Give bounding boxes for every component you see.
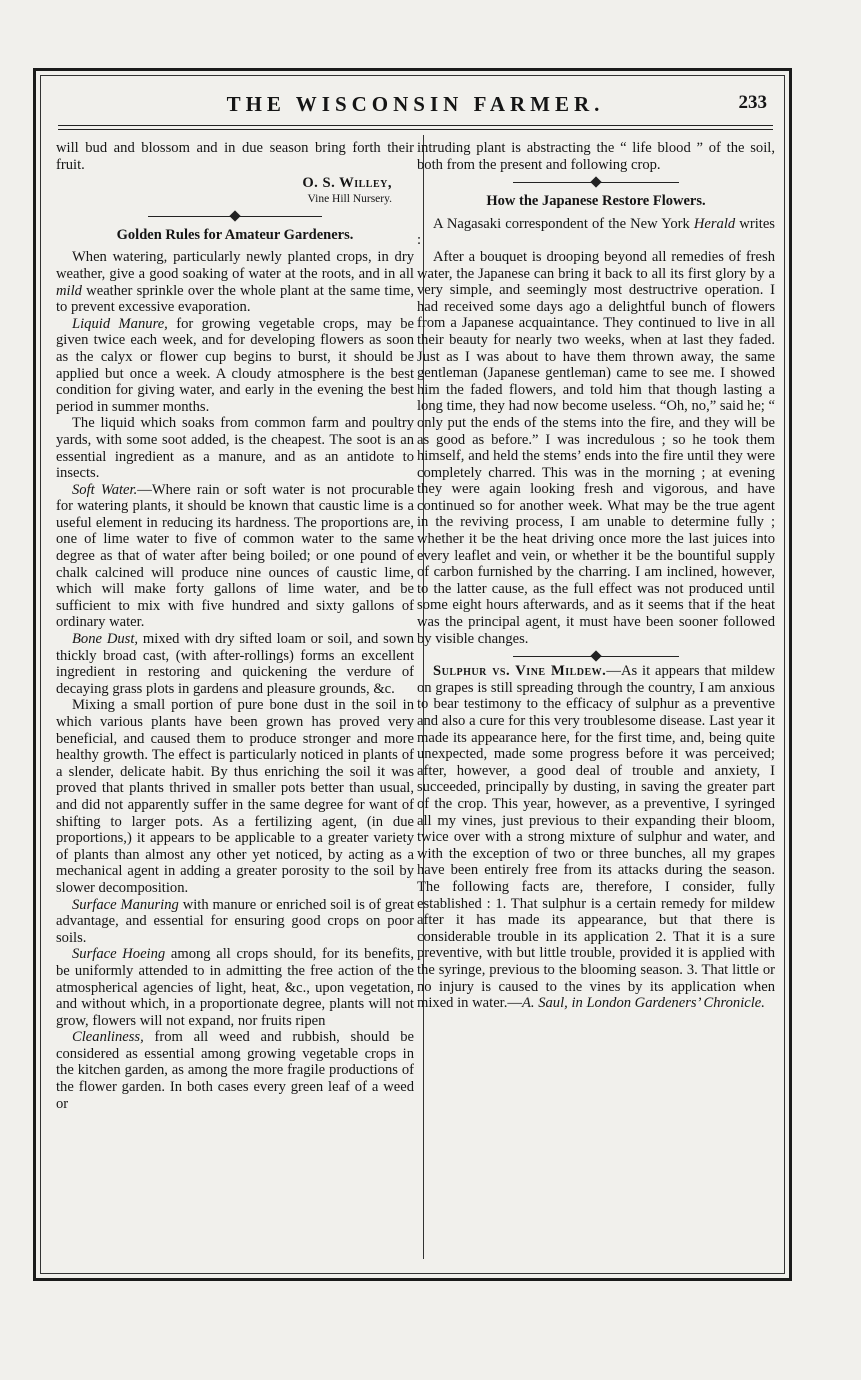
section-ornament bbox=[417, 652, 775, 661]
section-title: How the Japanese Restore Flowers. bbox=[486, 193, 706, 210]
running-title: THE WISCONSIN FARMER. bbox=[226, 92, 605, 116]
paragraph: Soft Water.—Where rain or soft water is not procurable for watering plants, it should be known that caustic lime is a useful element in reducing its hardness. The proportions are, one of lime water to five of common water to the same degree as that of water after being boiled; or one pound of chalk calcined will produce nine ounces of caustic lime, which will make forty gallons of lime water, and be sufficient to mix with five hundred and sixty gallons of ordinary water. bbox=[56, 481, 414, 631]
paragraph: The liquid which soaks from common farm and poultry yards, with some soot added, is the cheapest. The soot is an essential ingredient as a manure, and as an antidote to insects. bbox=[56, 415, 414, 482]
paragraph: Bone Dust, mixed with dry sifted loam or soil, and sown thickly broad cast, (with after-rollings) forms an excellent ingredient in restoring and quickening the verdure of decaying grass plots in gardens and pleasure grounds, &c. bbox=[56, 631, 414, 697]
paragraph: A Nagasaki correspondent of the New York Herald writes : bbox=[417, 215, 775, 249]
citation: A. Saul, in London Gardeners’ Chronicle. bbox=[521, 995, 765, 1012]
paragraph: Liquid Manure, for growing vegetable crops, may be given twice each week, and for developing flowers as soon as the calyx or flower cup begins to burst, it should be applied but once a week. A cloudy atmosphere is the best condition for giving water, and early in the evening the best period in summer months. bbox=[56, 315, 414, 415]
paragraph: Sulphur vs. Vine Mildew.—As it appears that mildew on grapes is still spreading through the country, I am anxious to bear testimony to the efficacy of sulphur as a preventive and also a cure for this very troublesome disease. Last year it made its appearance here, for the first time, and, being quite unexpected, made some progress before it was perceived; after, however, a good deal of trouble and anxiety, I succeeded, principally by dusting, in saving the greater part of the crop. This year, however, as a preventive, I syringed all my vines, just previous to their expanding their bloom, twice over with a strong mixture of sulphur and water, and with the exception of two or three bunches, all my grapes have been entirely free from its attacks during the season. The following facts are, therefore, I consider, fully established : 1. That sulphur is a certain remedy for mildew after it has made its appearance, but that there is considerable trouble in its application 2. That it is a sure preventive, with but little trouble, provided it is applied with the syringe, previous to the blooming season. 3. That little or no injury is caused to the vines by its application when mixed in water.—A. Saul, in London Gardeners’ Chronicle. bbox=[417, 663, 775, 1012]
signature-name: O. S. Willey, bbox=[302, 175, 392, 192]
section-ornament bbox=[417, 178, 775, 187]
paragraph: will bud and blossom and in due season bring forth their fruit. bbox=[56, 140, 414, 173]
paragraph: After a bouquet is drooping beyond all remedies of fresh water, the Japanese can bring it back to all its first glory by a very simple, and seemingly most destructrive operation. I had received some days ago a delightful bunch of flowers from a Japanese acquaintance. They continued to live in all their beauty for nearly two weeks, when at last they faded. Just as I was about to have them thrown away, the same gentleman (Japanese gentleman) came to see me. I showed him the faded flowers, and told him that though lasting a long time, they had now become useless. “Oh, no,” said he; “ only put the ends of the stems into the fire, and they will be as good as before.” I was incredulous ; so he took them himself, and held the stems’ ends into the fire until they were completely charred. This was in the morning ; at evening they were again looking fresh and vigorous, and have continued so for another week. What may be the true agent in the reviving process, I am unable to determine fully ; whether it be the heat driving once more the last juices into every leaflet and vein, or whether it be the bountiful supply of carbon furnished by the charring. I am inclined, however, to the latter cause, as the full effect was not produced until some eight hours afterwards, and as it seems that if the heat was the principal agent, it must have been sooner followed by visible changes. bbox=[417, 248, 775, 647]
signature-place: Vine Hill Nursery. bbox=[307, 192, 392, 205]
paragraph: Cleanliness, from all weed and rubbish, should be considered as essential among growing vegetable crops in the kitchen garden, as among the more fragile productions of the flower garden. In both cases every green leaf of a weed or bbox=[56, 1029, 414, 1112]
paragraph: When watering, particularly newly planted crops, in dry weather, give a good soaking of water at the roots, and in all mild weather sprinkle over the whole plant at the same time, to prevent excessive evaporation. bbox=[56, 249, 414, 316]
header-rule bbox=[58, 129, 773, 130]
page-header bbox=[58, 92, 773, 120]
signature bbox=[56, 175, 414, 207]
paragraph: Surface Hoeing among all crops should, for its benefits, be uniformly attended to in admitting the free action of the atmospherical agencies of light, heat, &c., upon vegetation, and without which, in a proportionate degree, plants will not grow, flowers will not expand, nor fruits ripen bbox=[56, 946, 414, 1029]
header-rule bbox=[58, 125, 773, 126]
section-title: Golden Rules for Amateur Gardeners. bbox=[116, 226, 354, 243]
left-column bbox=[56, 140, 414, 1265]
paragraph: intruding plant is abstracting the “ life blood ” of the soil, both from the present and following crop. bbox=[417, 140, 775, 173]
paragraph: Mixing a small portion of pure bone dust in the soil in which various plants have been grown has proved very beneficial, and caused them to produce stronger and more healthy growth. The effect is particularly noticed in plants of a slender, delicate habit. By thus enriching the soil it was proved that plants thrived in smaller pots better than usual, and did not apparently suffer in the same degree for want of shifting to larger pots. As a fertilizing agent, (in due proportions,) it appears to be applicable to a greater variety of plants than almost any other yet noticed, by acting as a mechanical agent in adding a greater porosity to the soil by slower decomposition. bbox=[56, 697, 414, 896]
page-number: 233 bbox=[738, 92, 767, 113]
paragraph: Surface Manuring with manure or enriched soil is of great advantage, and essential for ensuring good crops on poor soils. bbox=[56, 896, 414, 946]
lead-heading: Sulphur vs. Vine Mildew. bbox=[433, 663, 607, 680]
right-column bbox=[417, 140, 775, 1265]
section-ornament bbox=[56, 212, 414, 221]
